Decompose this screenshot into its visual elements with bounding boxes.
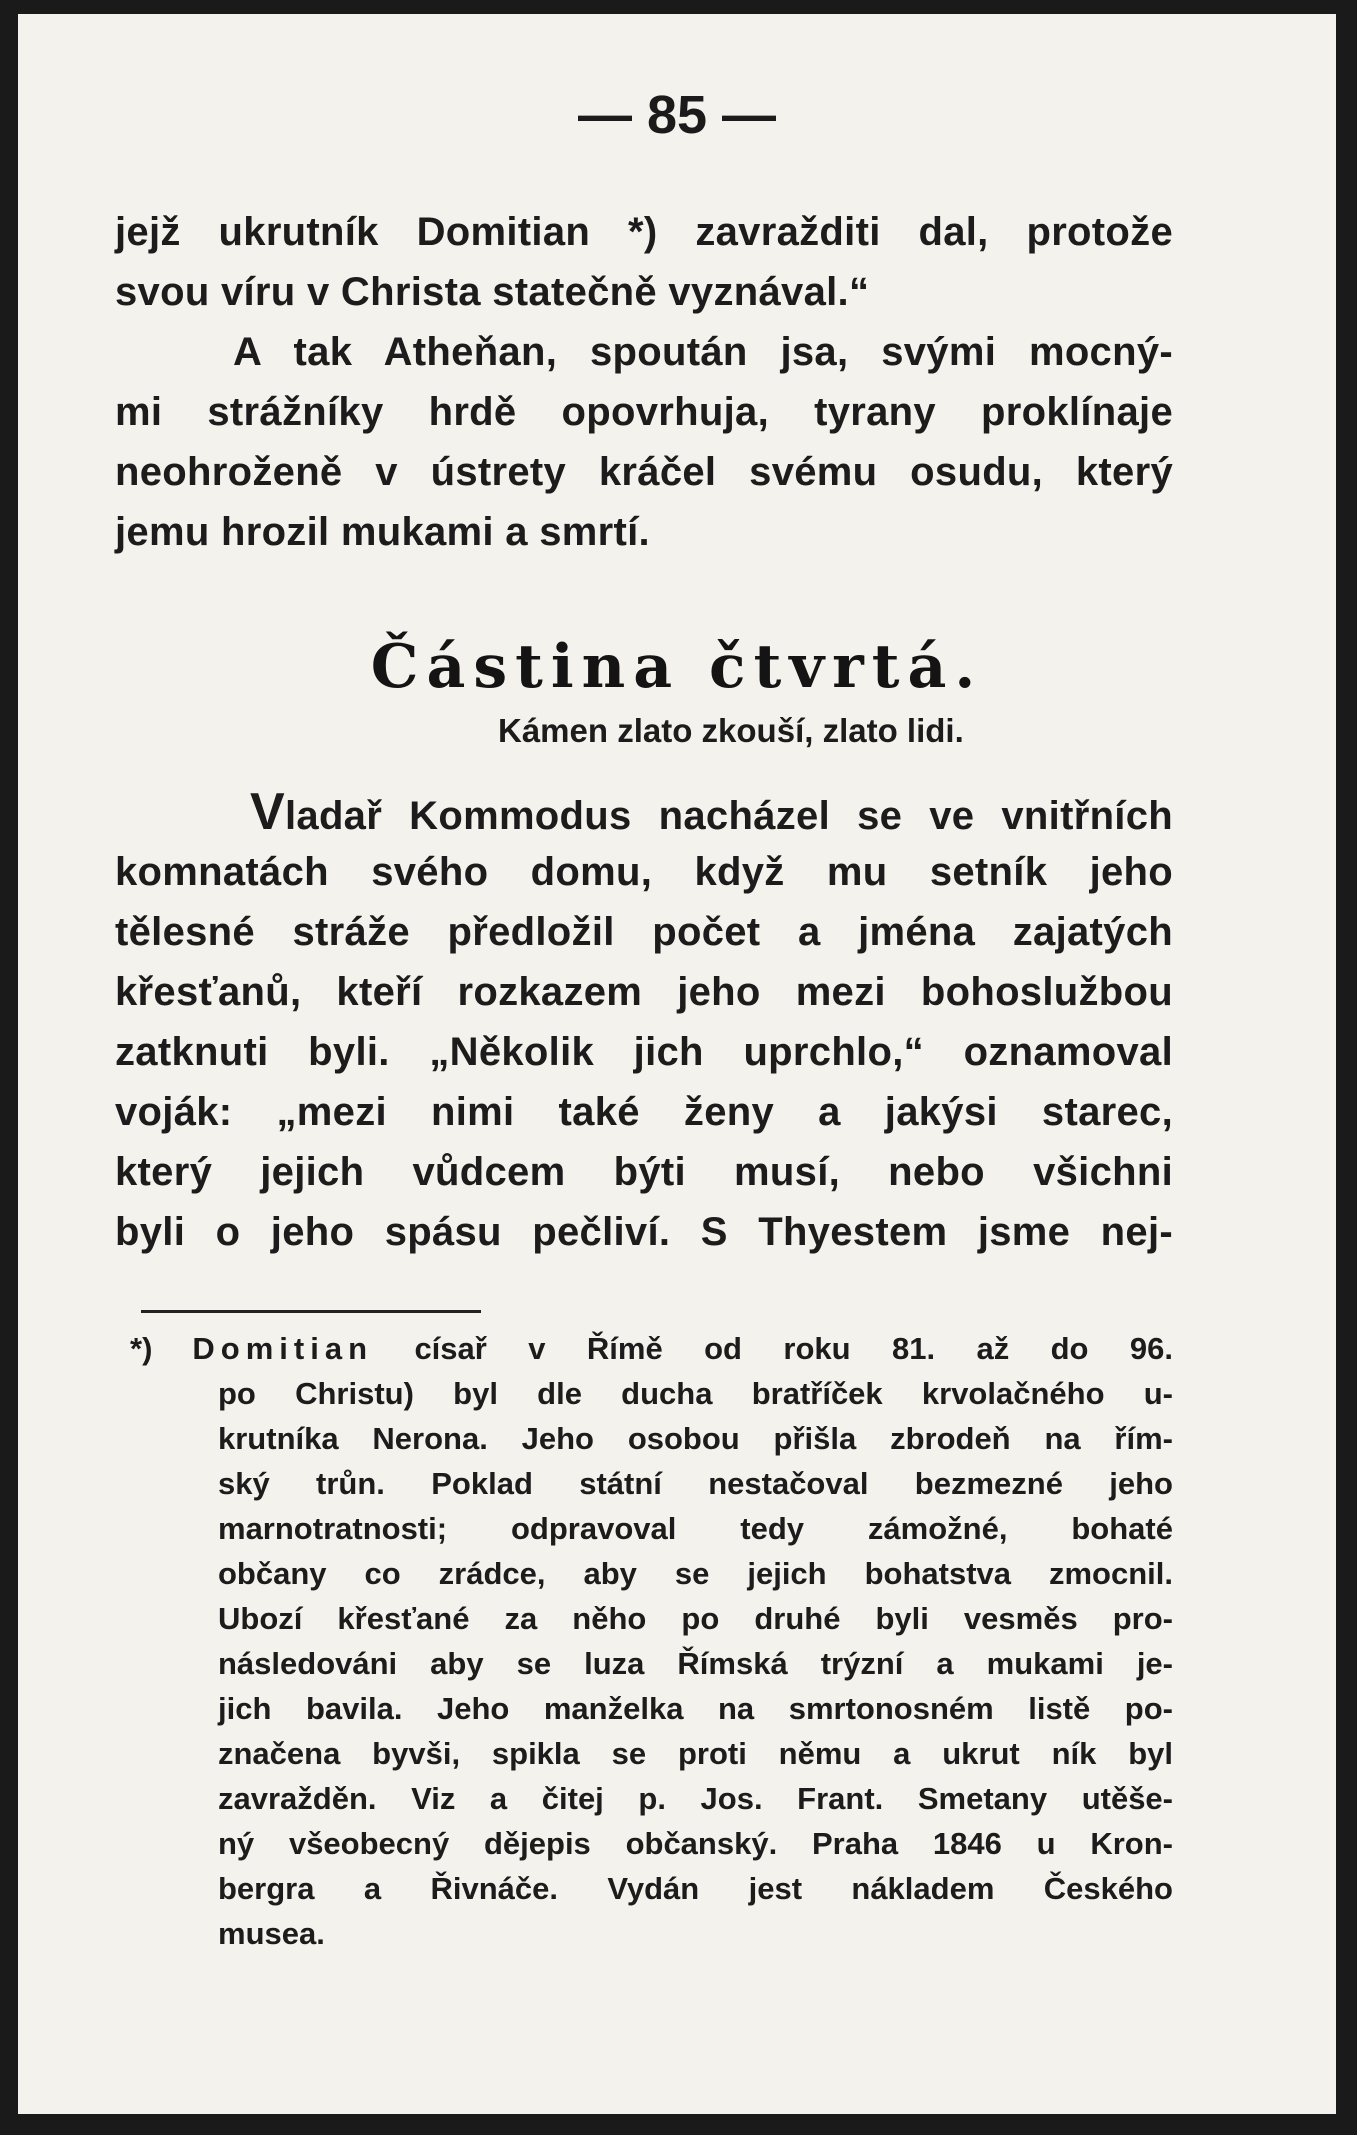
body-line: jejž ukrutník Domitian *) zavražditi dal, protože	[115, 210, 1173, 254]
chapter-motto: Kámen zlato zkouší, zlato lidi.	[498, 712, 964, 749]
chapter-heading: Částina čtvrtá.	[370, 632, 984, 702]
footnote-line: ský trůn. Poklad státní nestačoval bezmezné jeho	[218, 1466, 1173, 1501]
chapter-line: byli o jeho spásu pečliví. S Thyestem jsme nej-	[115, 1210, 1173, 1254]
footnote-line: marnotratnosti; odpravoval tedy zámožné, bohaté	[218, 1511, 1173, 1546]
drop-cap: V	[250, 783, 285, 841]
footnote-line: jich bavila. Jeho manželka na smrtonosném listě po-	[218, 1691, 1173, 1726]
book-page	[18, 14, 1336, 2114]
chapter-line: komnatách svého domu, když mu setník jeho	[115, 850, 1173, 894]
body-line: neohroženě v ústrety kráčel svému osudu, který	[115, 450, 1173, 494]
footnote-line: bergra a Řivnáče. Vydán jest nákladem Českého	[218, 1871, 1173, 1906]
chapter-line: tělesné stráže předložil počet a jména zajatých	[115, 910, 1173, 954]
first-line-text: ladař Kommodus nacházel se ve vnitřních	[284, 794, 1173, 838]
body-line: svou víru v Christa statečně vyznával.“	[115, 270, 870, 314]
chapter-line: voják: „mezi nimi také ženy a jakýsi starec,	[115, 1090, 1173, 1134]
footnote-line: následováni aby se luza Římská trýzní a mukami je-	[218, 1646, 1173, 1681]
footnote-line: ný všeobecný dějepis občanský. Praha 1846 u Kron-	[218, 1826, 1173, 1861]
chapter-line: křesťanů, kteří rozkazem jeho mezi bohoslužbou	[115, 970, 1173, 1014]
body-line: A tak Atheňan, spoután jsa, svými mocný-	[233, 330, 1173, 374]
footnote-first-line	[130, 1326, 1173, 1371]
footnote-line: krutníka Nerona. Jeho osobou přišla zbrodeň na řím-	[218, 1421, 1173, 1456]
chapter-first-line	[250, 782, 1173, 846]
footnote-line: zavražděn. Viz a čitej p. Jos. Frant. Smetany utěše-	[218, 1781, 1173, 1816]
body-line: mi strážníky hrdě opovrhuja, tyrany proklínaje	[115, 390, 1173, 434]
body-line: jemu hrozil mukami a smrtí.	[115, 510, 650, 554]
footnote-line: Ubozí křesťané za něho po druhé byli vesměs pro-	[218, 1601, 1173, 1636]
footnote-name: Domitian	[192, 1331, 374, 1366]
chapter-line: který jejich vůdcem býti musí, nebo všichni	[115, 1150, 1173, 1194]
footnote-first-text: císař v Římě od roku 81. až do 96.	[414, 1331, 1173, 1366]
scan-border-top	[0, 0, 1357, 14]
chapter-line: zatknuti byli. „Několik jich uprchlo,“ oznamoval	[115, 1030, 1173, 1074]
scan-border-right	[1338, 0, 1357, 2135]
footnote-mark: *)	[130, 1331, 153, 1366]
footnote-line: značena byvši, spikla se proti němu a ukrut ník byl	[218, 1736, 1173, 1771]
page-number: — 85 —	[577, 85, 777, 145]
footnote-line: musea.	[218, 1916, 325, 1951]
footnote-line: po Christu) byl dle ducha bratříček krvolačného u-	[218, 1376, 1173, 1411]
footnote-line: občany co zrádce, aby se jejich bohatstva zmocnil.	[218, 1556, 1173, 1591]
footnote-rule	[141, 1310, 481, 1313]
